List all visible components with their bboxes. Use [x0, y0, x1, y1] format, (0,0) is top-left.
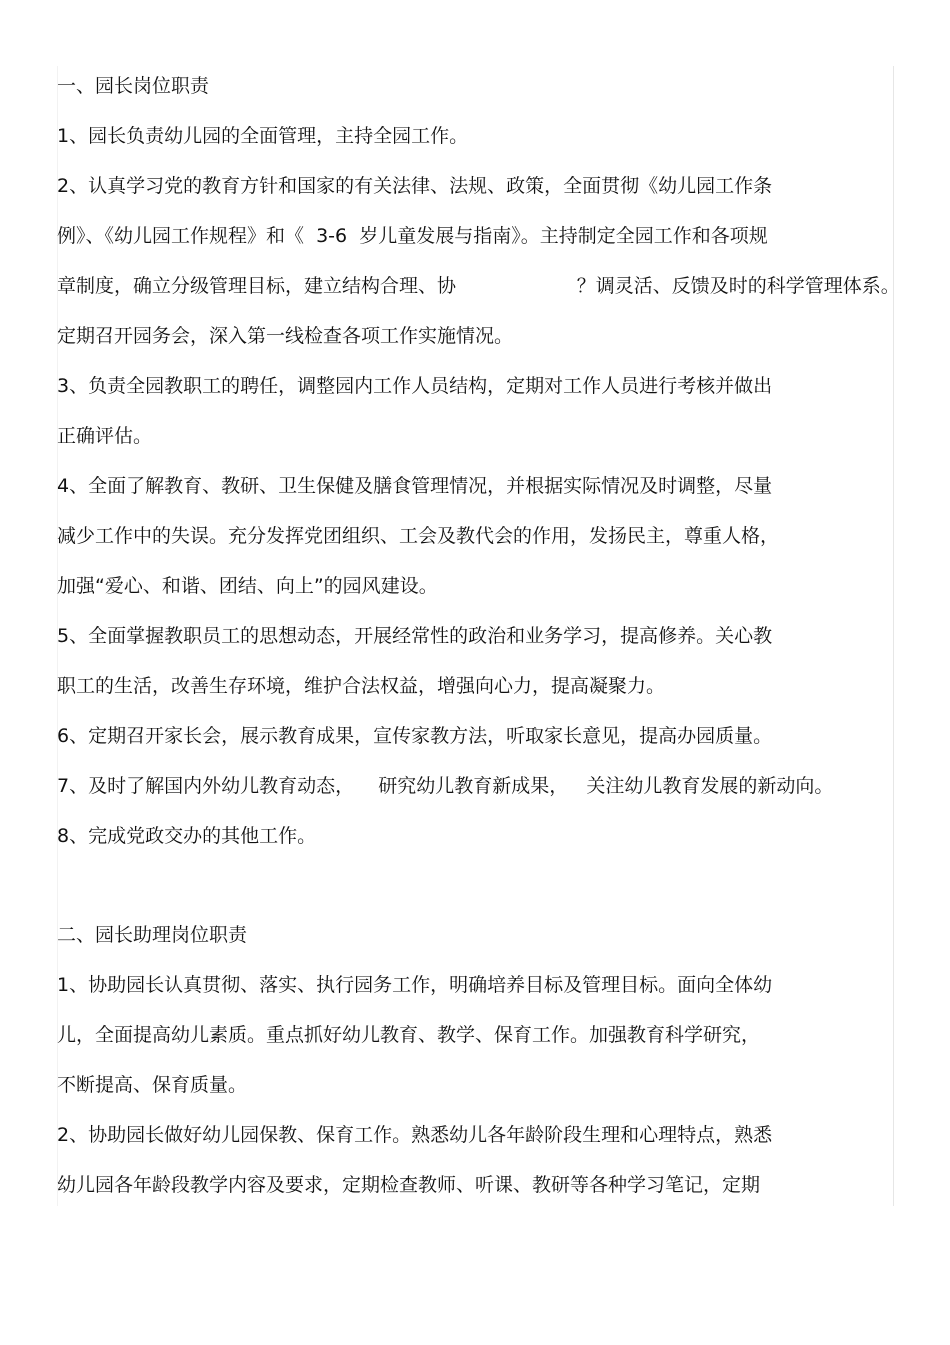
text-line: 例》、《幼儿园工作规程》和《 3-6 岁儿童发展与指南》。主持制定全园工作和各项规 — [57, 225, 768, 247]
text-line: 5、全面掌握教职员工的思想动态，开展经常性的政治和业务学习，提高修养。关心教 — [57, 625, 773, 647]
text-line: 不断提高、保育质量。 — [57, 1074, 248, 1096]
text-line: 减少工作中的失误。充分发挥党团组织、工会及教代会的作用，发扬民主，尊重人格， — [57, 525, 780, 547]
text-line: 加强“爱心、和谐、团结、向上”的园风建设。 — [57, 575, 438, 597]
section-heading-assistant: 二、园长助理岗位职责 — [57, 924, 248, 946]
text-line: 正确评估。 — [57, 425, 153, 447]
section-heading-director: 一、园长岗位职责 — [57, 75, 210, 97]
text-line: 2、认真学习党的教育方针和国家的有关法律、法规、政策，全面贯彻《幼儿园工作条 — [57, 175, 773, 197]
text-line: 2、协助园长做好幼儿园保教、保育工作。熟悉幼儿各年龄阶段生理和心理特点，熟悉 — [57, 1124, 773, 1146]
text-line: 6、定期召开家长会，展示教育成果，宣传家教方法，听取家长意见，提高办园质量。 — [57, 725, 773, 747]
text-line: 幼儿园各年龄段教学内容及要求，定期检查教师、听课、教研等各种学习笔记，定期 — [57, 1174, 761, 1196]
text-line: 职工的生活，改善生存环境，维护合法权益，增强向心力，提高凝聚力。 — [57, 675, 666, 697]
text-line: 儿，全面提高幼儿素质。重点抓好幼儿教育、教学、保育工作。加强教育科学研究， — [57, 1024, 761, 1046]
text-line: 8、完成党政交办的其他工作。 — [57, 825, 317, 847]
right-margin-line — [893, 66, 894, 1206]
text-line: 章制度，确立分级管理目标，建立结构合理、协 ？调灵活、反馈及时的科学管理体系。 — [57, 275, 900, 297]
text-line: 3、负责全园教职工的聘任，调整园内工作人员结构，定期对工作人员进行考核并做出 — [57, 375, 773, 397]
text-line: 1、协助园长认真贯彻、落实、执行园务工作，明确培养目标及管理目标。面向全体幼 — [57, 974, 773, 996]
text-line: 7、及时了解国内外幼儿教育动态， 研究幼儿教育新成果， 关注幼儿教育发展的新动向。 — [57, 775, 834, 797]
text-line: 4、全面了解教育、教研、卫生保健及膳食管理情况，并根据实际情况及时调整，尽量 — [57, 475, 773, 497]
text-line: 定期召开园务会，深入第一线检查各项工作实施情况。 — [57, 325, 514, 347]
text-line: 1、园长负责幼儿园的全面管理，主持全园工作。 — [57, 125, 469, 147]
